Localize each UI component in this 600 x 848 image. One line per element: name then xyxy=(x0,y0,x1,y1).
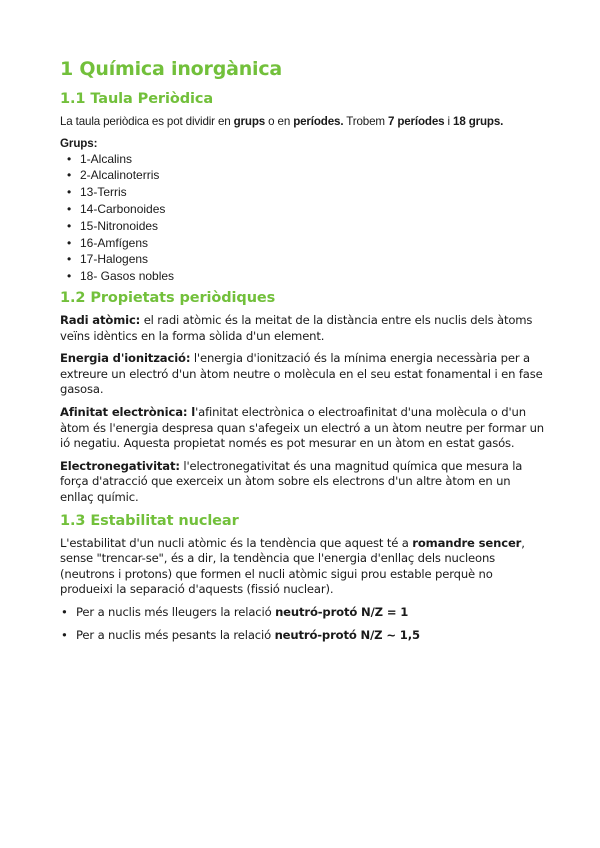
intro-bold: 7 períodes xyxy=(387,115,445,128)
stability-text: L'estabilitat d'un nucli atòmic és la tendència que aquest té a xyxy=(60,535,413,550)
group-label: 13-Terris xyxy=(80,185,127,200)
intro-bold: grups xyxy=(233,115,266,128)
intro-text: o en xyxy=(265,115,294,128)
bullet-icon: • xyxy=(67,151,72,166)
property-term: Energia d'ionització: xyxy=(60,351,191,366)
group-label: 17-Halogens xyxy=(80,252,149,267)
list-item xyxy=(60,218,545,235)
stability-paragraph xyxy=(60,536,545,598)
property-paragraph xyxy=(60,459,545,506)
property-term: Electronegativitat: xyxy=(60,458,180,473)
bullet-icon: • xyxy=(61,628,68,643)
bullet-icon: • xyxy=(67,168,72,183)
stability-list xyxy=(60,605,545,644)
bullet-icon: • xyxy=(67,218,72,233)
groups-label: Grups: xyxy=(60,136,98,150)
intro-paragraph xyxy=(60,114,545,130)
group-label: 1-Alcalins xyxy=(80,151,133,166)
list-item xyxy=(60,628,545,644)
document-page xyxy=(60,58,545,652)
group-label: 16-Amfígens xyxy=(80,235,149,250)
bullet-text: Per a nuclis més pesants la relació xyxy=(76,628,275,643)
section-heading-propietats: 1.2 Propietats periòdiques xyxy=(60,289,276,306)
section-heading-estabilitat: 1.3 Estabilitat nuclear xyxy=(60,512,239,529)
bullet-icon: • xyxy=(61,604,68,619)
bullet-bold: neutró-protó N/Z = 1 xyxy=(275,604,409,619)
group-label: 18- Gasos nobles xyxy=(80,269,175,284)
property-text: el radi atòmic és la meitat de la distància entre els nuclis dels àtoms veïns idèntics en la forma sòlida d'un element. xyxy=(60,312,533,343)
list-item xyxy=(60,201,545,218)
list-item xyxy=(60,251,545,268)
bullet-icon: • xyxy=(67,252,72,267)
intro-bold: períodes. xyxy=(293,115,344,128)
stability-bold: romandre sencer xyxy=(412,535,522,550)
list-item xyxy=(60,167,545,184)
property-paragraph xyxy=(60,313,545,344)
list-item xyxy=(60,235,545,252)
stability-text: , sense "trencar-se", és a dir, la tendència que l'energia d'enllaç dels nucleons (neutrons i protons) que formen el nucli atòmic sigui prou estable perquè no produeixi la separació d'aquests (fissió nuclear). xyxy=(60,535,525,597)
intro-bold: 18 grups. xyxy=(453,115,504,128)
list-item xyxy=(60,151,545,168)
bullet-icon: • xyxy=(67,201,72,216)
page-title: 1 Química inorgànica xyxy=(60,58,283,80)
list-item xyxy=(60,268,545,285)
bullet-icon: • xyxy=(67,269,72,284)
bullet-bold: neutró-protó N/Z ~ 1,5 xyxy=(274,628,420,643)
list-item xyxy=(60,184,545,201)
intro-text: La taula periòdica es pot dividir en xyxy=(60,115,234,128)
property-term: Afinitat electrònica: l xyxy=(60,404,196,419)
property-text: 'afinitat electrònica o electroafinitat d'una molècula o d'un àtom és l'energia despresa quan s'afegeix un electró a un àtom neutre per formar un ió negatiu. Aquesta propietat només es pot mesurar en un àtom en estat gasós. xyxy=(60,404,545,451)
intro-text: i xyxy=(444,115,454,128)
property-paragraph xyxy=(60,351,545,398)
list-item xyxy=(60,605,545,621)
group-label: 14-Carbonoides xyxy=(80,201,166,216)
bullet-text: Per a nuclis més lleugers la relació xyxy=(76,604,276,619)
group-label: 15-Nitronoides xyxy=(80,218,159,233)
property-text: l'electronegativitat és una magnitud química que mesura la força d'atracció que exerceix un àtom sobre els electrons d'un altre àtom en un enllaç químic. xyxy=(60,458,523,504)
section-heading-taula-periodica: 1.1 Taula Periòdica xyxy=(60,91,214,107)
group-label: 2-Alcalinoterris xyxy=(80,168,160,183)
groups-list xyxy=(60,151,545,285)
property-paragraph xyxy=(60,405,545,452)
intro-text: Trobem xyxy=(343,115,388,128)
bullet-icon: • xyxy=(67,235,72,250)
property-text: l'energia d'ionització és la mínima energia necessària per a extreure un electró d'un àtom neutre o molècula en el seu estat fonamental i en fase gasosa. xyxy=(60,351,543,397)
property-term: Radi atòmic: xyxy=(60,312,141,327)
bullet-icon: • xyxy=(67,185,72,200)
